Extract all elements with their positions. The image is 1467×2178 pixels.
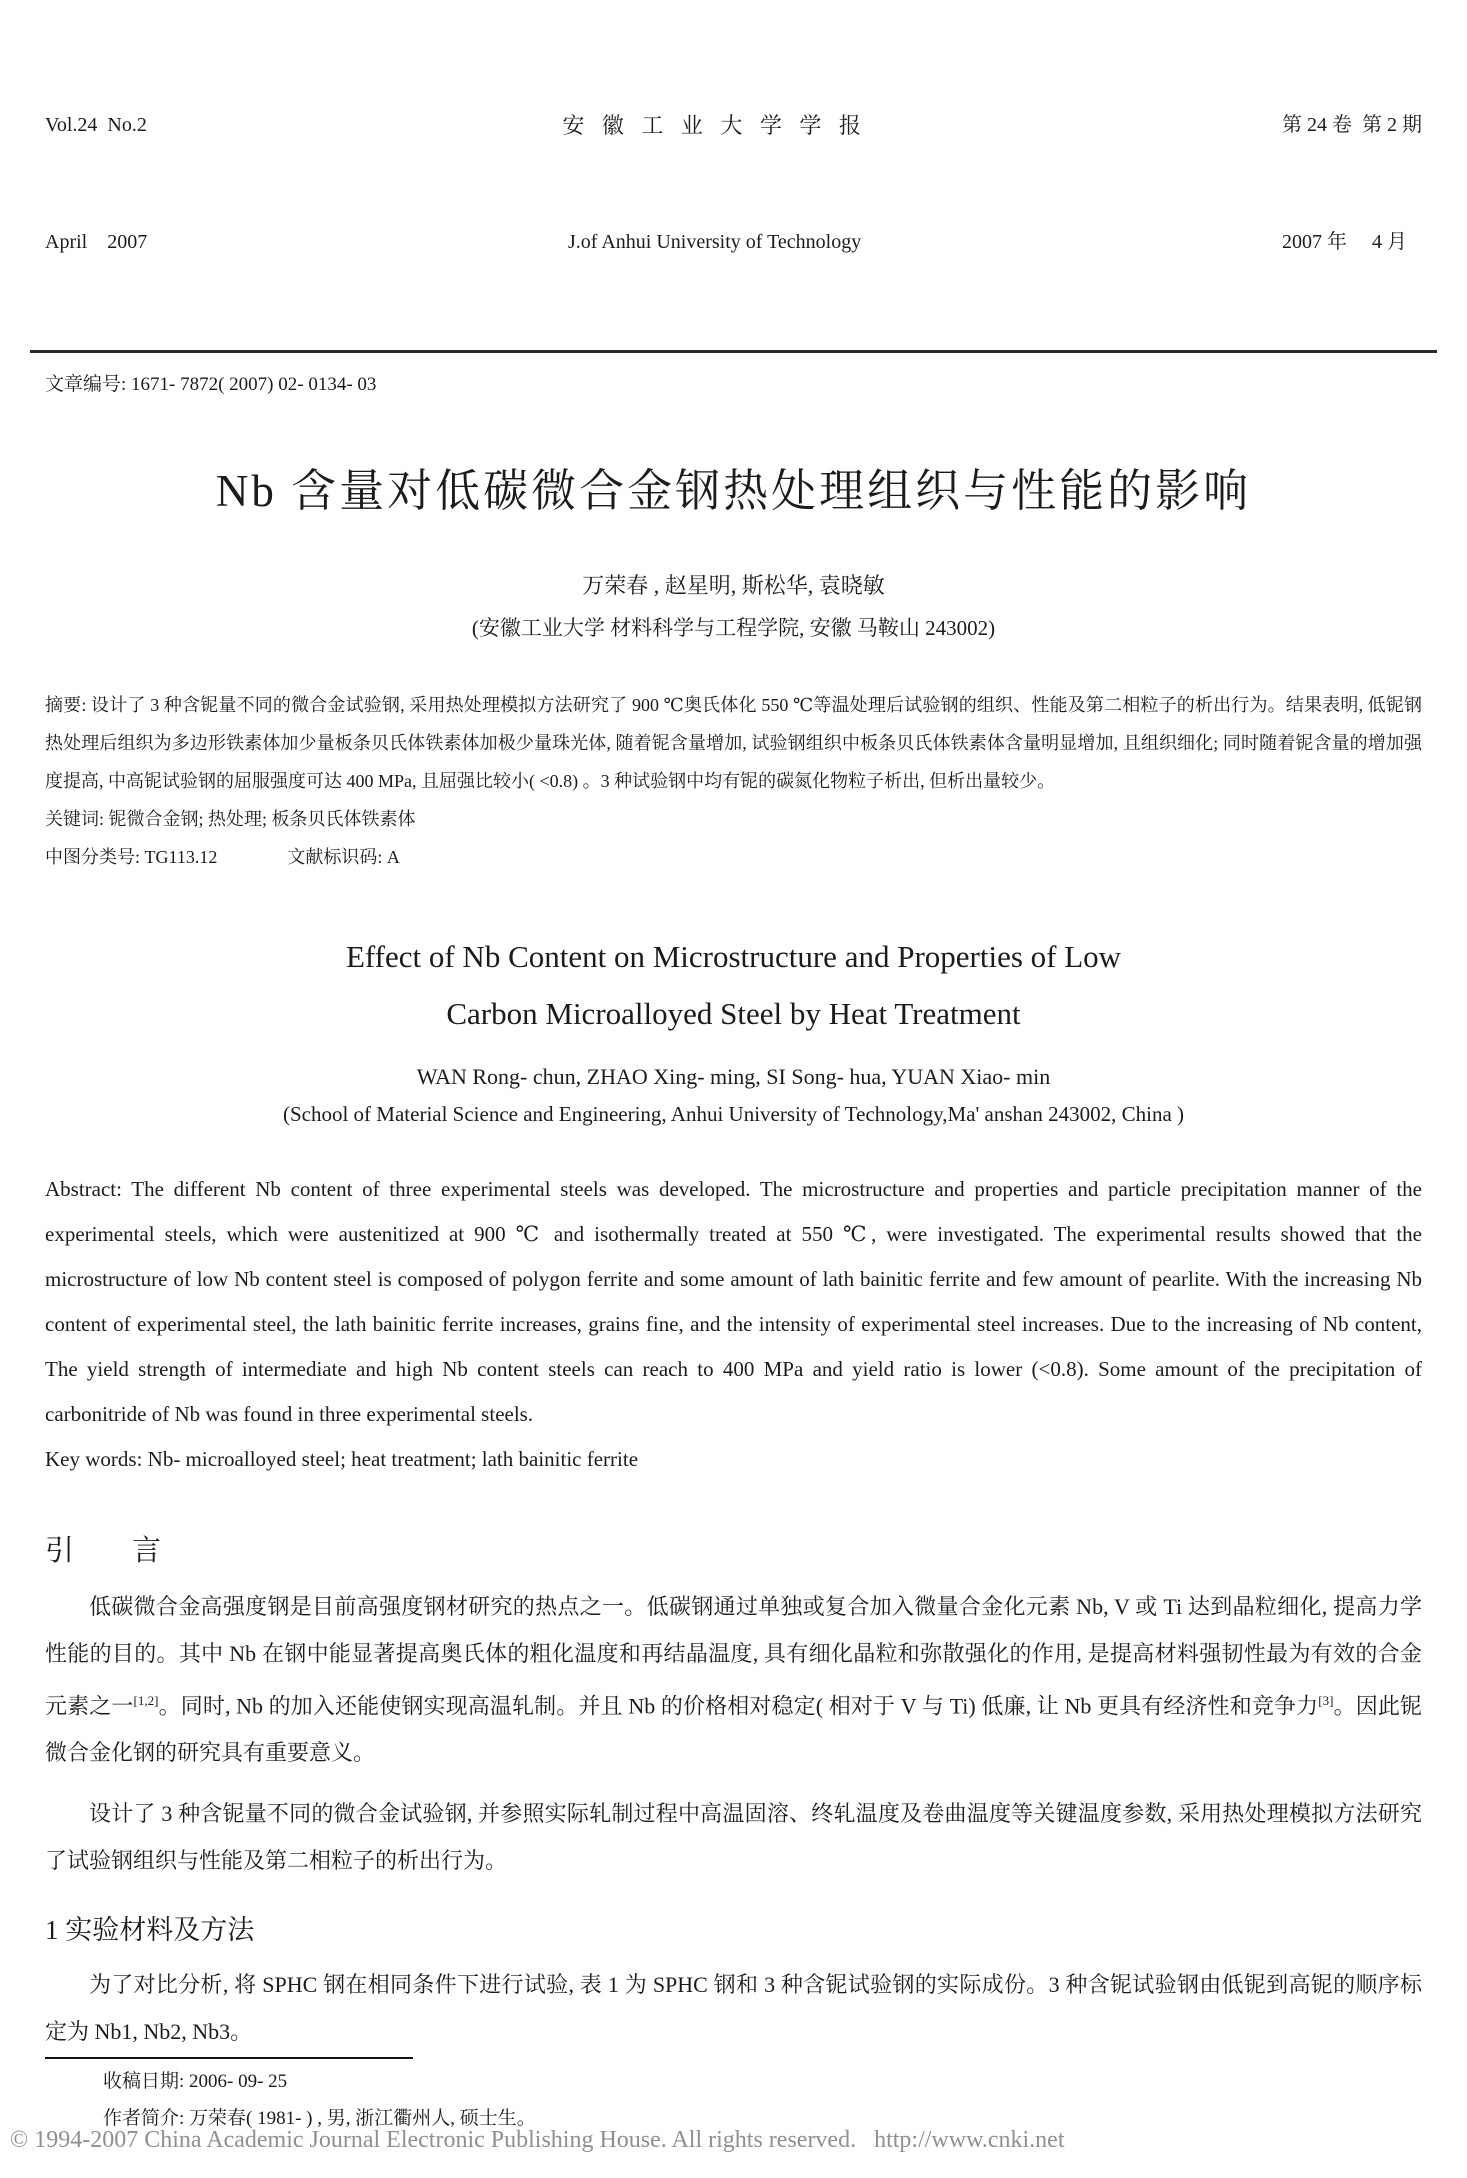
affiliation-en: (School of Material Science and Engineering, Anhui University of Technology,Ma' anshan 243002, China ) xyxy=(282,1102,1185,1126)
abstract-cn: 摘要: 设计了 3 种含铌量不同的微合金试验钢, 采用热处理模拟方法研究了 900 ℃奥氏体化 550 ℃等温处理后试验钢的组织、性能及第二相粒子的析出行为。结果表明, 低铌钢热处理后组织为多边形铁素体加少量板条贝氏体铁素体加极少量珠光体, 随着铌含量增加, 试验钢组织中板条贝氏体铁素体含量明显增加, 且组织细化; 同时随着铌含量的增加强度提高, 中高铌试验钢的屈服强度可达 400 MPa, 且屈强比较小( <0.8) 。3 种试验钢中均有铌的碳氮化物粒子析出, 但析出量较少。 xyxy=(45,695,1422,791)
intro-paragraph-1 xyxy=(45,1583,1422,1776)
header-volume-block xyxy=(45,28,147,340)
article-title-en-line2: Carbon Microalloyed Steel by Heat Treatment xyxy=(446,996,1021,1031)
header-issue-block xyxy=(1282,28,1422,340)
issue-month-en: April 2007 xyxy=(45,231,148,253)
intro-paragraph-2: 设计了 3 种含铌量不同的微合金试验钢, 并参照实际轧制过程中高温固溶、终轧温度及卷曲温度等关键温度参数, 采用热处理模拟方法研究了试验钢组织与性能及第二相粒子的析出行为。 xyxy=(45,1801,1422,1874)
intro-p1-text-a: 低碳微合金高强度钢是目前高强度钢材研究的热点之一。低碳钢通过单独或复合加入微量合金化元素 Nb, V 或 Ti 达到晶粒细化, 提高力学性能的目的。其中 Nb 在钢中能显著提高奥氏体的粗化温度和再结晶温度, 具有细化晶粒和弥散强化的作用, 是提高材料强韧性最为有效的合金元素之一 xyxy=(45,1594,1422,1719)
author-bio: 作者简介: 万荣春( 1981- ) , 男, 浙江衢州人, 硕士生。 xyxy=(103,2108,536,2130)
citation-ref-2: [3] xyxy=(1318,1693,1334,1708)
header-divider xyxy=(30,350,1437,353)
article-title-cn: Nb 含量对低碳微合金钢热处理组织与性能的影响 xyxy=(215,466,1252,516)
keywords-en: Key words: Nb- microalloyed steel; heat treatment; lath bainitic ferrite xyxy=(45,1447,639,1471)
classification-row xyxy=(45,838,1422,876)
affiliation-cn: (安徽工业大学 材料科学与工程学院, 安徽 马鞍山 243002) xyxy=(471,616,996,640)
issue-date-cn: 2007 年 4 月 xyxy=(1281,231,1407,253)
authors-cn: 万荣春 , 赵星明, 斯松华, 袁晓敏 xyxy=(582,573,885,598)
citation-ref-1: [1,2] xyxy=(133,1693,159,1708)
header-journal-name-block xyxy=(562,28,867,340)
section-heading-materials-methods: 1 实验材料及方法 xyxy=(45,1915,255,1946)
article-id: 文章编号: 1671- 7872( 2007) 02- 0134- 03 xyxy=(45,374,377,395)
volume-issue-cn: 第 24 卷 第 2 期 xyxy=(1281,114,1422,136)
journal-name-cn: 安 徽 工 业 大 学 学 报 xyxy=(562,113,867,138)
article-title-en-line1: Effect of Nb Content on Microstructure and Properties of Low xyxy=(345,939,1122,974)
received-date: 收稿日期: 2006- 09- 25 xyxy=(103,2071,288,2093)
abstract-en: Abstract: The different Nb content of three experimental steels was developed. The microstructure and properties and particle precipitation manner of the experimental steels, which were austenitized at 900 ℃ and isothermally treated at 550 ℃, were investigated. The experimental results showed that the microstructure of low Nb content steel is composed of polygon ferrite and some amount of lath bainitic ferrite and few amount of pearlite. With the increasing Nb content of experimental steel, the lath bainitic ferrite increases, grains fine, and the intensity of experimental steel increases. Due to the increasing of Nb content, The yield strength of intermediate and high Nb content steels can reach to 400 MPa and yield ratio is lower (<0.8). Some amount of the precipitation of carbonitride of Nb was found in three experimental steels. xyxy=(45,1177,1422,1426)
article-title-en xyxy=(45,928,1422,1042)
intro-p1-text-b: 。同时, Nb 的加入还能使钢实现高温轧制。并且 Nb 的价格相对稳定( 相对于 V 与 Ti) 低廉, 让 Nb 更具有经济性和竞争力 xyxy=(158,1693,1319,1719)
footnote-divider xyxy=(45,2057,413,2059)
intro-p1-text-c: 。因此铌微合金化钢的研究具有重要意义。 xyxy=(45,1693,1422,1766)
section-heading-introduction: 引 言 xyxy=(45,1535,162,1567)
document-code: 文献标识码: A xyxy=(287,847,400,867)
journal-name-en: J.of Anhui University of Technology xyxy=(568,231,862,253)
keywords-cn: 关键词: 铌微合金钢; 热处理; 板条贝氏体铁素体 xyxy=(45,809,416,829)
copyright-notice: © 1994-2007 China Academic Journal Electronic Publishing House. All rights reserved. http://www.cnki.net xyxy=(10,2127,1065,2153)
journal-header xyxy=(45,28,1422,340)
authors-en: WAN Rong- chun, ZHAO Xing- ming, SI Song- hua, YUAN Xiao- min xyxy=(416,1064,1051,1089)
clc-number: 中图分类号: TG113.12 xyxy=(45,847,218,867)
materials-paragraph-1: 为了对比分析, 将 SPHC 钢在相同条件下进行试验, 表 1 为 SPHC 钢和 3 种含铌试验钢的实际成份。3 种含铌试验钢由低铌到高铌的顺序标定为 Nb1, Nb2, Nb3。 xyxy=(45,1972,1422,2045)
volume-number: Vol.24 No.2 xyxy=(45,114,147,136)
